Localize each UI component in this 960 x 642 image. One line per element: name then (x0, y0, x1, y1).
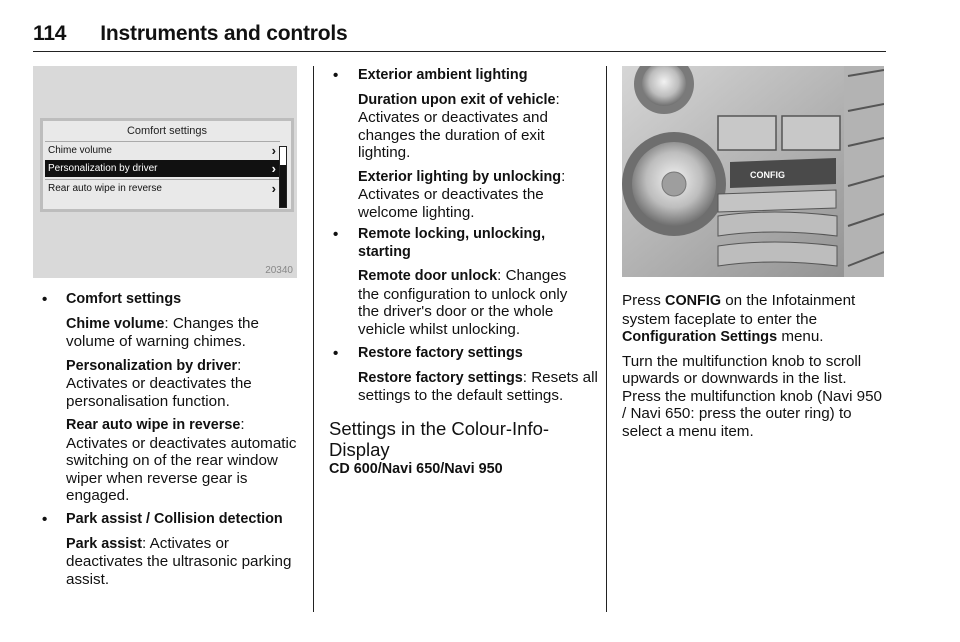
item-title: Comfort settings (66, 291, 182, 307)
display-frame (40, 118, 294, 212)
term: Chime volume (66, 315, 165, 332)
term: Remote door unlock (358, 268, 498, 284)
ambient-lighting-block (358, 67, 590, 221)
menu-row-personalization (45, 160, 280, 177)
description: : Resets all settings to the default settings. (358, 368, 598, 404)
section-title: Instruments and controls (100, 22, 348, 45)
figure-faceplate-photo (622, 66, 884, 277)
text: Press (622, 292, 666, 309)
display-panel (43, 121, 291, 209)
menu-row-label: Chime volume (48, 145, 112, 156)
description: : Activates or deactivates automatic switching on of the rear window wiper when reverse gear is engaged. (66, 416, 297, 504)
remote-locking-block (358, 226, 590, 338)
figure-number: 20340 (265, 265, 293, 276)
park-assist-block (66, 511, 298, 588)
instruction-paragraph-1 (622, 292, 884, 347)
description: : Activates or deactivates the personalisation function. (66, 356, 252, 410)
chevron-right-icon: › (271, 181, 276, 196)
menu-name: Configuration Settings (622, 329, 778, 345)
definition (66, 535, 298, 589)
term: Park assist (66, 535, 143, 552)
item-title: Exterior ambient lighting (358, 67, 528, 83)
scrollbar-thumb (280, 165, 286, 207)
page-header (33, 22, 348, 46)
term: Personalization by driver (66, 357, 238, 374)
instruction-paragraph-2: Turn the multifunction knob to scroll upwards or downwards in the list. Press the multifunction knob (Navi 950 / Navi 650: press the outer ring) to select a menu item. (622, 352, 883, 440)
item-title: Restore factory settings (358, 345, 523, 361)
column-divider-right (606, 66, 607, 612)
description: : Changes the configuration to unlock only the driver's door or the whole vehicle whilst unlocking. (358, 267, 568, 338)
comfort-settings-block (66, 291, 298, 505)
definition (358, 91, 590, 162)
definition (66, 315, 298, 351)
bullet-icon: • (333, 226, 339, 243)
item-title: Remote locking, unlocking, starting (358, 226, 546, 260)
display-title: Comfort settings (126, 125, 208, 137)
bullet-icon: • (42, 511, 48, 528)
item-title: Park assist / Collision detection (66, 511, 283, 527)
section-subheading: CD 600/Navi 650/Navi 950 (329, 461, 503, 477)
faceplate-illustration (622, 66, 884, 277)
menu-row-chime (45, 141, 280, 158)
chevron-right-icon: › (271, 161, 276, 176)
definition (66, 357, 298, 411)
term: Exterior lighting by unlocking (358, 168, 562, 185)
term: Duration upon exit of vehicle (358, 91, 556, 108)
term: Rear auto wipe in reverse (66, 417, 241, 433)
bullet-icon: • (333, 67, 339, 84)
chevron-right-icon: › (271, 143, 276, 158)
figure-display-screen (33, 66, 297, 278)
definition (66, 416, 298, 505)
restore-factory-block (358, 345, 598, 405)
term: Restore factory settings (358, 369, 523, 386)
scrollbar (279, 146, 287, 208)
config-instructions (622, 292, 884, 440)
config-button-label: CONFIG (750, 170, 785, 180)
page-number: 114 (33, 22, 67, 45)
text: on the Infotainment system faceplate to enter the (622, 292, 856, 328)
column-divider-left (313, 66, 314, 612)
section-heading: Settings in the Colour-Info-Display (329, 418, 550, 460)
definition (358, 267, 590, 338)
description: : Activates or deactivates and changes the duration of exit lighting. (358, 90, 560, 161)
key (718, 116, 776, 150)
menu-row-rear-wipe (45, 179, 280, 196)
key-name: CONFIG (665, 293, 722, 309)
definition (358, 369, 598, 405)
text: menu. (777, 328, 824, 345)
definition (358, 168, 590, 222)
bullet-icon: • (333, 345, 339, 362)
header-rule (33, 51, 886, 52)
description: : Activates or deactivates the ultrasonic parking assist. (66, 534, 292, 588)
bullet-icon: • (42, 291, 48, 308)
description: : Activates or deactivates the welcome lighting. (358, 167, 566, 221)
menu-row-label: Personalization by driver (48, 163, 158, 174)
menu-row-label: Rear auto wipe in reverse (48, 183, 162, 194)
description: : Changes the volume of warning chimes. (66, 314, 259, 350)
